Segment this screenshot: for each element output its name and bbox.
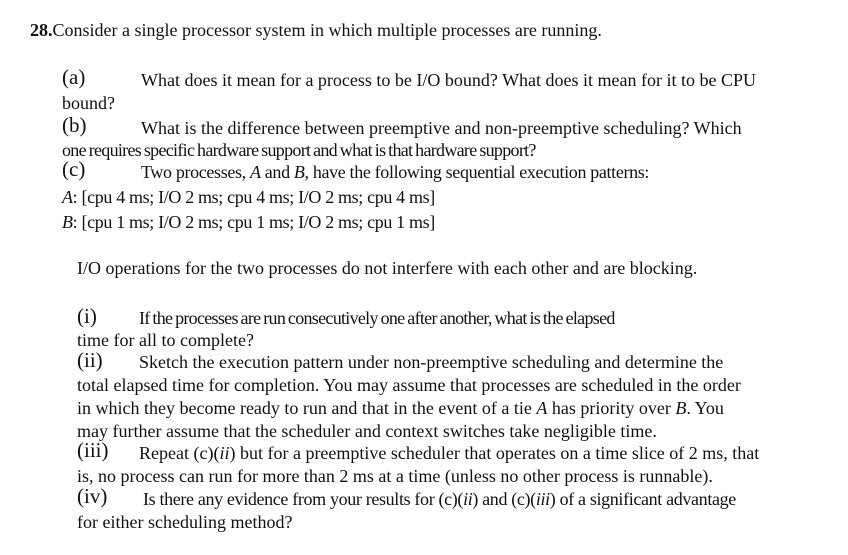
part-a-text-2: bound? [62, 93, 115, 113]
sub-iv-ref-1: ii [463, 489, 473, 509]
pattern-a-text: : [cpu 4 ms; I/O 2 ms; cpu 4 ms; I/O 2 ms; cpu 4 ms] [72, 187, 435, 207]
part-b-text-2: one requires specific hardware support and what is that hardware support? [62, 140, 536, 160]
pattern-a [62, 186, 435, 208]
sub-iii-text-2: is, no process can run for more than 2 ms at a time (unless no other process is runnable). [77, 466, 713, 486]
sub-ii-text-2: total elapsed time for completion. You may assume that processes are scheduled in the order [77, 375, 741, 395]
sub-i-text-2: time for all to complete? [77, 330, 254, 350]
question-number: 28. [30, 20, 53, 40]
sub-ii-text-3 [77, 397, 724, 419]
part-c-line-1 [62, 158, 85, 181]
part-b-line-1 [62, 114, 87, 137]
question-stem: Consider a single processor system in which multiple processes are running. [52, 20, 602, 40]
sub-ii-label: (ii) [77, 348, 103, 372]
part-b-label: (b) [62, 113, 87, 137]
sub-iv-text-1-pre: Is there any evidence from your results for (c)( [143, 489, 464, 509]
sub-iii-text-1-post: ) but for a preemptive scheduler that operates on a time slice of 2 ms, that [229, 443, 760, 463]
sub-ii-line-1 [77, 349, 103, 372]
sub-ii-text-3-post: . You [686, 398, 724, 418]
sub-iv-text-2: for either scheduling method? [77, 512, 293, 532]
pattern-b [62, 211, 435, 233]
sub-iv-label: (iv) [77, 484, 108, 508]
sub-ii-text-4: may further assume that the scheduler and context switches take negligible time. [77, 421, 657, 441]
part-c-text-mid: and [260, 162, 294, 182]
pattern-b-name: B [62, 212, 73, 232]
sub-iv-text-1 [143, 488, 736, 510]
process-b-name: B [293, 162, 305, 182]
sub-ii-text-1: Sketch the execution pattern under non-preemptive scheduling and determine the [139, 352, 724, 372]
sub-iii-text-1-pre: Repeat (c)( [139, 443, 220, 463]
io-note: I/O operations for the two processes do not interfere with each other and are blocking. [77, 258, 698, 278]
sub-iv-text-1-post: ) of a significant advantage [549, 489, 736, 509]
sub-iv-text-1-mid: ) and (c)( [472, 489, 536, 509]
question-header [30, 19, 602, 41]
sub-iii-label: (iii) [77, 438, 109, 462]
sub-iii-text-1 [139, 442, 759, 464]
sub-iv-line-1 [77, 485, 107, 508]
sub-i-line-1 [77, 305, 97, 328]
part-c-text-post: , have the following sequential execution patterns: [304, 162, 650, 182]
sub-ii-process-a: A [536, 398, 548, 418]
pattern-b-text: : [cpu 1 ms; I/O 2 ms; cpu 1 ms; I/O 2 ms; cpu 1 ms] [72, 212, 435, 232]
sub-iii-line-1 [77, 439, 109, 462]
part-a-line-1 [62, 66, 85, 89]
part-b-text-1: What is the difference between preemptive and non-preemptive scheduling? Which [141, 118, 742, 138]
sub-ii-text-3-pre: in which they become ready to run and that in the event of a tie [77, 398, 537, 418]
part-c-text-1 [141, 161, 649, 183]
sub-iv-ref-2: iii [535, 489, 550, 509]
sub-ii-text-3-mid: has priority over [547, 398, 676, 418]
sub-iii-ref: ii [219, 443, 230, 463]
sub-ii-process-b: B [675, 398, 687, 418]
pattern-a-name: A [62, 187, 73, 207]
part-c-label: (c) [62, 157, 86, 181]
part-a-text-1: What does it mean for a process to be I/O bound? What does it mean for it to be CPU [141, 70, 757, 90]
part-c-text-pre: Two processes, [141, 162, 250, 182]
process-a-name: A [249, 162, 261, 182]
sub-i-label: (i) [77, 304, 97, 328]
sub-i-text-1: If the processes are run consecutively one after another, what is the elapsed [139, 308, 615, 328]
part-a-label: (a) [62, 65, 86, 89]
